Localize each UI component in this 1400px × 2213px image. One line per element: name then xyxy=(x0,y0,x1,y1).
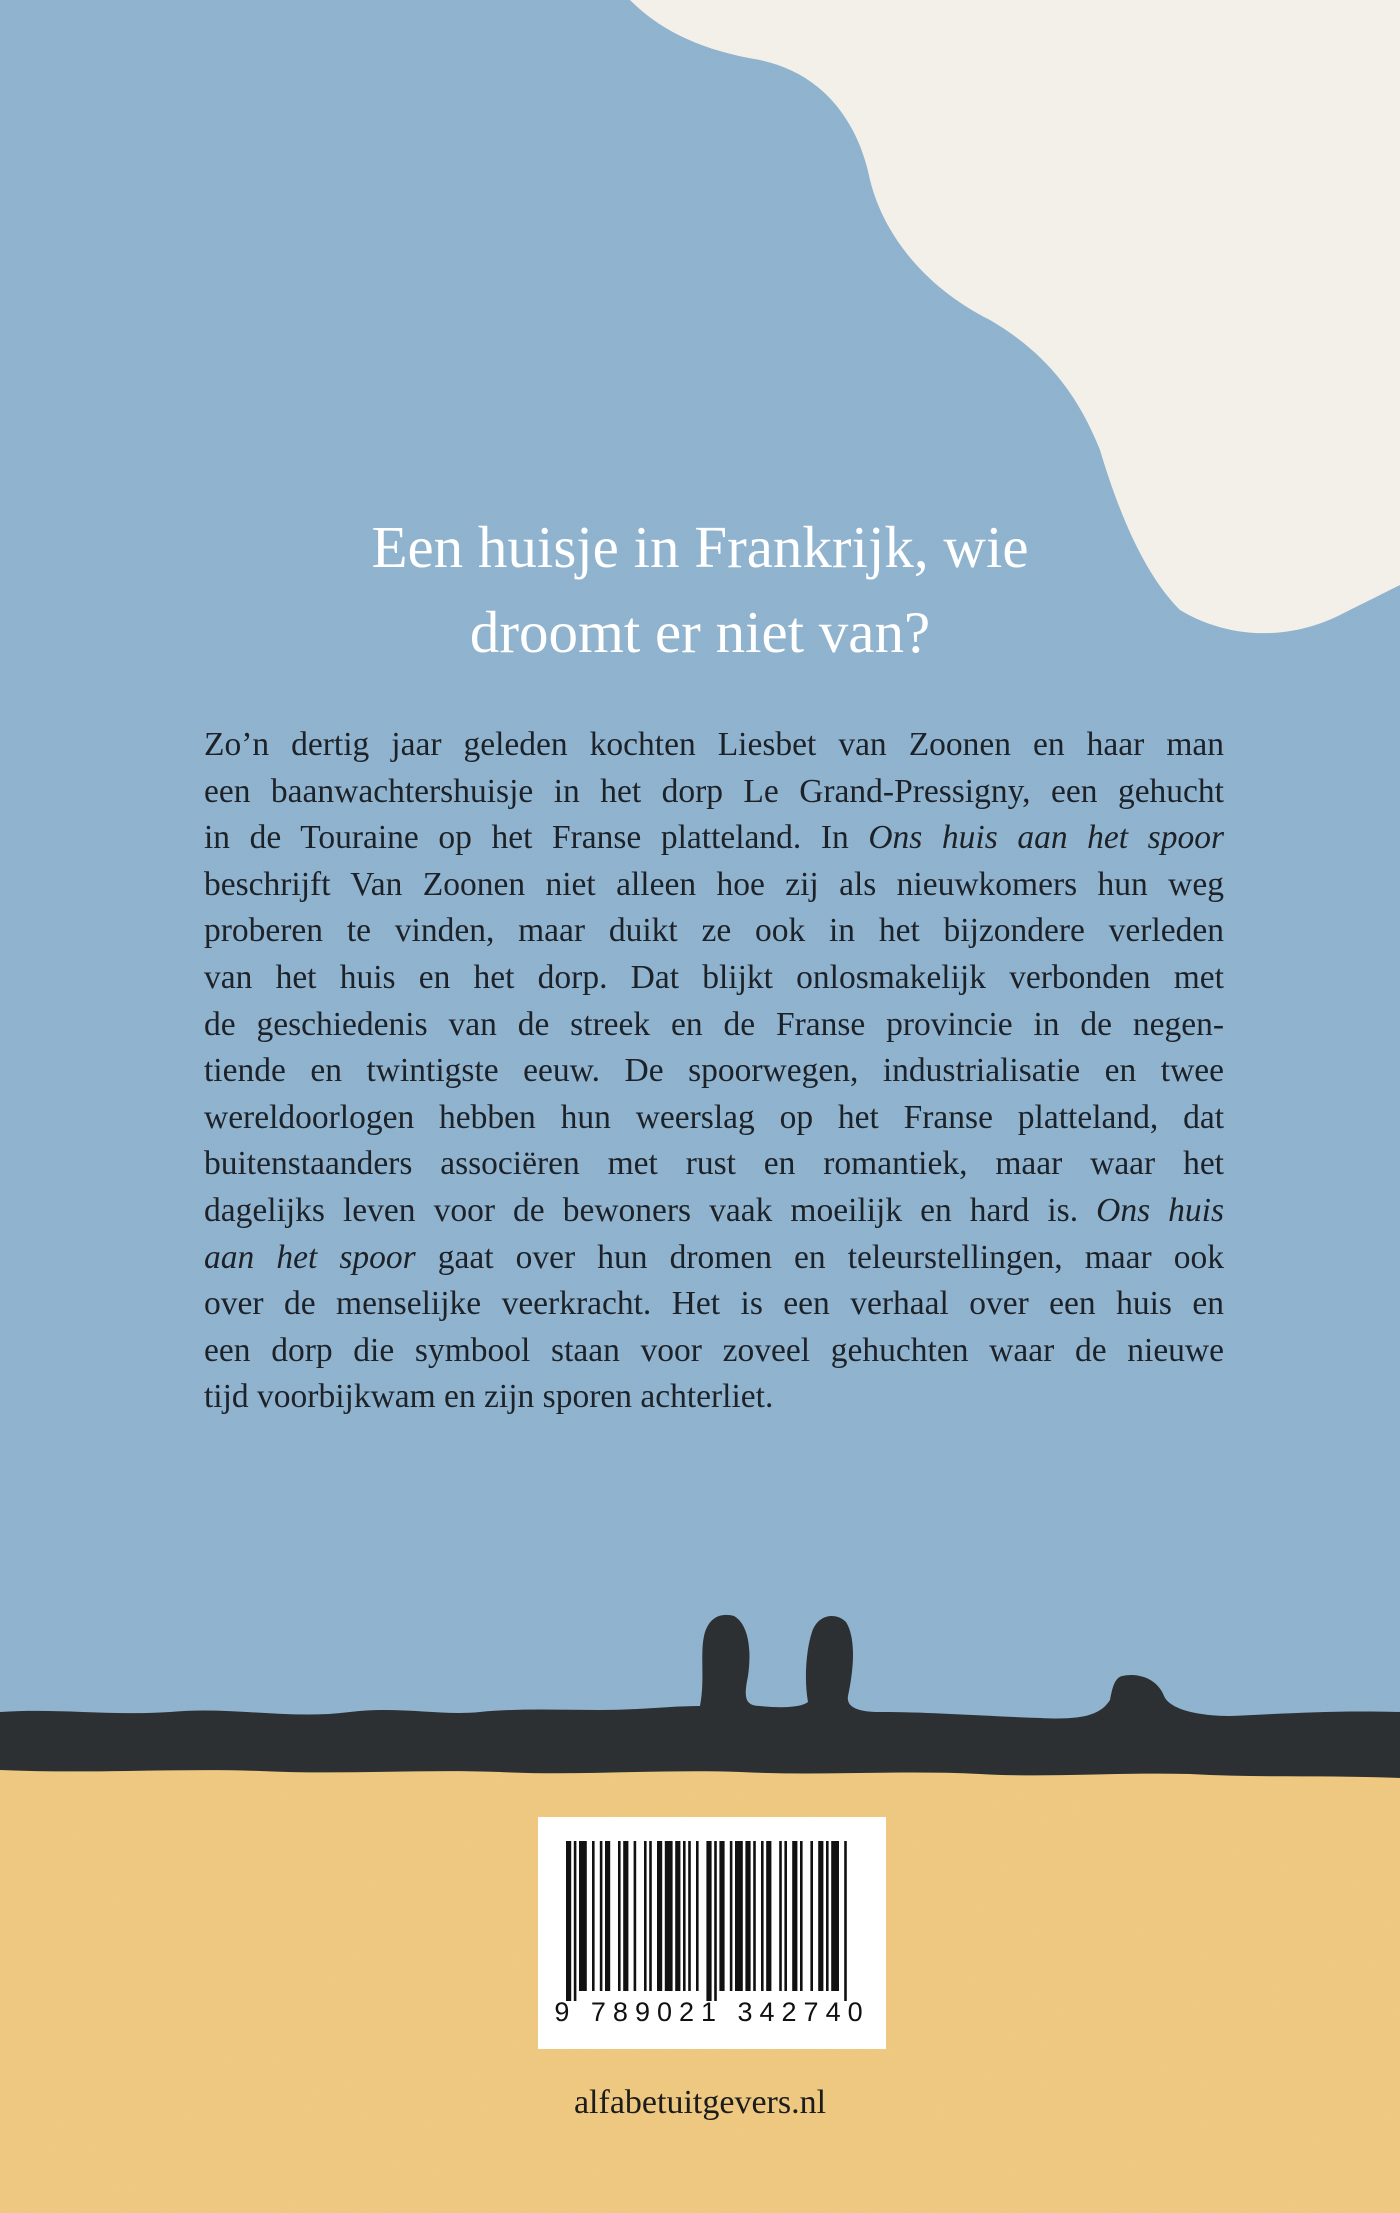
barcode-bar xyxy=(592,1841,595,1991)
barcode-bar xyxy=(566,1841,571,2001)
barcode-bar xyxy=(792,1841,797,1991)
blurb-line: een baanwachtershuisje in het dorp Le Grand-Pressigny, een gehucht xyxy=(204,772,1224,810)
barcode-bar xyxy=(618,1841,621,1991)
barcode-bar xyxy=(688,1841,691,1991)
blurb-line: de geschiedenis van de streek en de Franse provincie in de negen- xyxy=(204,1005,1224,1043)
barcode-bar xyxy=(657,1841,662,1991)
barcode-bar xyxy=(714,1841,717,2001)
barcode-bar xyxy=(730,1841,733,1991)
barcode-bar xyxy=(605,1841,610,1991)
barcode-bar xyxy=(844,1841,847,2001)
barcode-bar xyxy=(810,1841,813,1991)
blurb-text-run: in de Touraine op het Franse platteland. In xyxy=(204,819,869,857)
tagline-line-2: droomt er niet van? xyxy=(469,599,931,665)
blurb-line xyxy=(204,1235,1224,1282)
publisher-website: alfabetuitgevers.nl xyxy=(573,2084,827,2121)
barcode-bar xyxy=(649,1841,652,1991)
blurb-text xyxy=(204,722,1224,1421)
barcode-bar xyxy=(719,1841,724,1991)
barcode-bar xyxy=(706,1841,711,2001)
barcode-bar xyxy=(831,1841,839,1991)
barcode-bar xyxy=(665,1841,673,1991)
barcode-bar xyxy=(600,1841,603,1991)
barcode-bar xyxy=(634,1841,637,1991)
book-title-italic: Ons huis xyxy=(1096,1191,1224,1229)
book-title-italic: Ons huis aan het spoor xyxy=(868,819,1224,857)
barcode-bar xyxy=(766,1841,771,1991)
tagline xyxy=(240,505,1160,675)
blurb-line: tijd voorbijkwam en zijn sporen achterliet. xyxy=(204,1378,774,1416)
blurb-line: over de menselijke veerkracht. Het is een verhaal over een huis en xyxy=(204,1285,1224,1323)
blurb-line: tiende en twintigste eeuw. De spoorwegen, industrialisatie en twee xyxy=(204,1052,1224,1090)
barcode-bar xyxy=(745,1841,750,1991)
blurb-line: een dorp die symbool staan voor zoveel gehuchten waar de nieuwe xyxy=(204,1331,1224,1369)
barcode-bar xyxy=(779,1841,782,1991)
isbn-number: 9 789021 342740 xyxy=(554,1997,870,2027)
barcode-bar xyxy=(818,1841,823,1991)
blurb-line xyxy=(204,815,1224,862)
blurb-line: beschrijft Van Zoonen niet alleen hoe zij als nieuwkomers hun weg xyxy=(204,865,1224,903)
blurb-text-run: gaat over hun dromen en teleurstellingen, maar ook xyxy=(415,1238,1225,1276)
blurb-text-run: dagelijks leven voor de bewoners vaak moeilijk en hard is. xyxy=(204,1191,1097,1229)
barcode-bar xyxy=(579,1841,587,1991)
blurb-line: wereldoorlogen hebben hun weerslag op het Franse platteland, dat xyxy=(204,1098,1224,1136)
barcode-bar xyxy=(696,1841,699,1991)
barcode-bar xyxy=(623,1841,628,1991)
barcode-bar xyxy=(800,1841,803,1991)
isbn-barcode xyxy=(538,1817,886,2049)
blurb-line: proberen te vinden, maar duikt ze ook in het bijzondere verleden xyxy=(204,912,1224,950)
barcode-bar xyxy=(735,1841,743,1991)
barcode-bar xyxy=(826,1841,829,1991)
barcode-bar xyxy=(761,1841,764,1991)
barcode-bar xyxy=(753,1841,756,1991)
book-title-italic: aan het spoor xyxy=(204,1238,416,1276)
tagline-line-1: Een huisje in Frankrijk, wie xyxy=(371,514,1029,580)
barcode-bar xyxy=(574,1841,577,2001)
barcode-bar xyxy=(675,1841,680,1991)
blurb-line: buitenstaanders associëren met rust en romantiek, maar waar het xyxy=(204,1145,1224,1183)
barcode-bar xyxy=(683,1841,686,1991)
blurb-line: van het huis en het dorp. Dat blijkt onlosmakelijk verbonden met xyxy=(204,958,1224,996)
blurb-line: Zo’n dertig jaar geleden kochten Liesbet van Zoonen en haar man xyxy=(204,726,1224,763)
barcode-bar xyxy=(644,1841,647,1991)
blurb-line xyxy=(204,1188,1224,1235)
barcode-bar xyxy=(784,1841,787,1991)
